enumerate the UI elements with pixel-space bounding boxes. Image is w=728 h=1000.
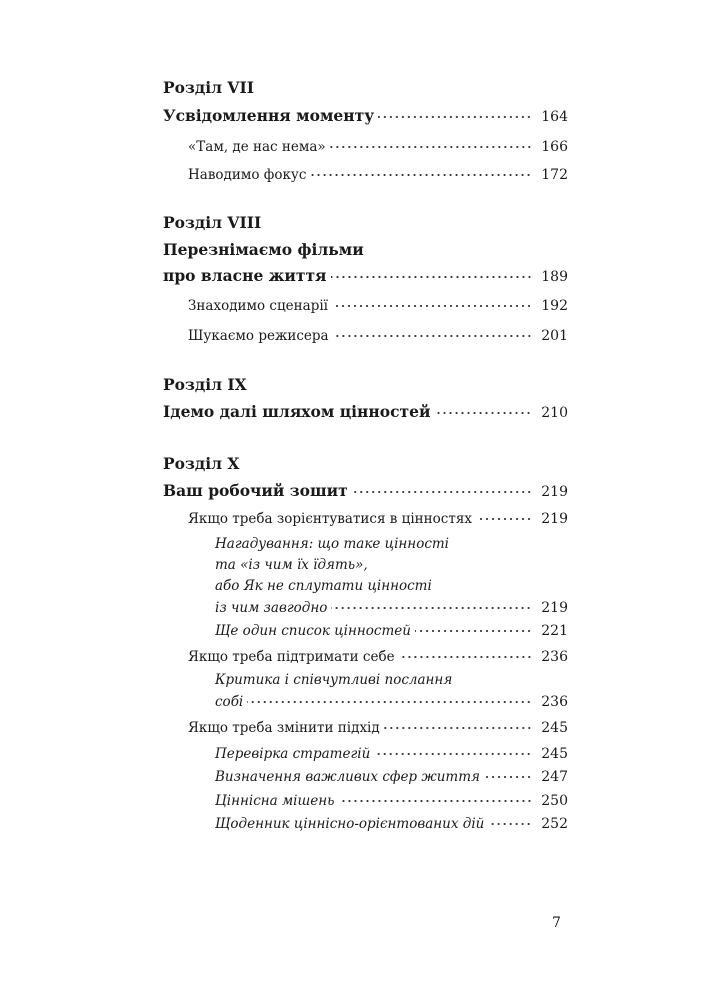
entry-title: Якщо треба підтримати себе [188,649,395,665]
toc-entry [188,131,568,155]
entry-title: із чим завгодно [215,600,328,616]
toc-entry [215,738,568,762]
dot-leader [415,629,532,633]
section-label-text: Розділ X [163,454,240,473]
entry-title: Ціннісна мішень [215,793,335,809]
section-label-text: Розділ IX [163,375,247,394]
page-ref: 236 [541,649,568,665]
dot-leader [330,145,532,149]
page-ref: 172 [541,167,568,183]
dot-leader [310,173,532,177]
dot-leader [374,752,532,756]
dot-leader [339,799,532,803]
toc-entry [188,159,568,183]
entry-title: або Як не сплутати цінності [215,578,432,594]
page-ref: 192 [541,298,568,314]
page-ref: 164 [541,109,568,125]
entry-title: Перезнімаємо фільми [163,240,364,259]
toc-entry [188,290,568,314]
toc-entry [163,476,568,500]
entry-title-line [163,235,568,259]
section-label-text: Розділ VIII [163,213,262,232]
entry-title: Нагадування: що таке цінності [215,536,450,552]
entry-title: Якщо треба зорієнтуватися в цінностях [188,511,472,527]
dot-leader [333,334,532,338]
dot-leader [247,700,532,704]
toc-entry [215,761,568,785]
section-label [163,370,568,394]
toc-entry [163,261,568,285]
page-ref: 166 [541,139,568,155]
dot-leader [434,411,532,415]
entry-title-line [215,570,568,594]
dot-leader [352,490,532,494]
toc-entry [163,397,568,421]
page-ref: 189 [541,269,568,285]
dot-leader [484,775,532,779]
entry-title: Критика і співчутливі послання [215,672,453,688]
dot-leader [332,304,532,308]
toc-entry [215,686,568,710]
page-ref: 236 [541,694,568,710]
toc-entry [188,503,568,527]
entry-title: Шукаємо режисера [188,328,329,344]
page-ref: 201 [541,328,568,344]
entry-title: Знаходимо сценарії [188,298,328,314]
entry-title: Ваш робочий зошит [163,481,348,500]
toc-entry [215,808,568,832]
toc-entry [215,615,568,639]
dot-leader [488,822,532,826]
section-label [163,73,568,97]
page-ref: 247 [541,769,568,785]
entry-title: Перевірка стратегій [215,746,371,762]
entry-title: Визначення важливих сфер життя [215,769,480,785]
entry-title: та «із чим їх їдять», [215,557,368,573]
dot-leader [399,655,532,659]
entry-title: Ідемо далі шляхом цінностей [163,402,431,421]
page-ref: 245 [541,720,568,736]
dot-leader [384,726,532,730]
entry-title: собі [215,694,244,710]
entry-title-line [215,664,568,688]
page-ref: 245 [541,746,568,762]
entry-title: Якщо треба змінити підхід [188,720,380,736]
toc-entry [215,592,568,616]
toc-entry [188,641,568,665]
entry-title: «Там, де нас нема» [188,139,326,155]
toc-entry [188,712,568,736]
toc-entry [215,785,568,809]
dot-leader [476,517,532,521]
page-ref: 210 [541,405,568,421]
page-ref: 252 [541,816,568,832]
page-number: 7 [552,915,561,931]
dot-leader [331,606,532,610]
dot-leader [331,275,532,279]
entry-title: Усвідомлення моменту [163,106,375,125]
dot-leader [378,115,532,119]
toc-entry [163,101,568,125]
entry-title: Щоденник ціннісно-орієнтованих дій [215,816,485,832]
page-ref: 219 [541,484,568,500]
section-label [163,449,568,473]
page-ref: 219 [541,511,568,527]
toc-entry [188,320,568,344]
section-label [163,208,568,232]
entry-title: Ще один список цінностей [215,623,411,639]
page-ref: 250 [541,793,568,809]
section-label-text: Розділ VII [163,78,254,97]
entry-title: Наводимо фокус [188,167,307,183]
page-ref: 219 [541,600,568,616]
page-ref: 221 [541,623,568,639]
entry-title: про власне життя [163,266,327,285]
